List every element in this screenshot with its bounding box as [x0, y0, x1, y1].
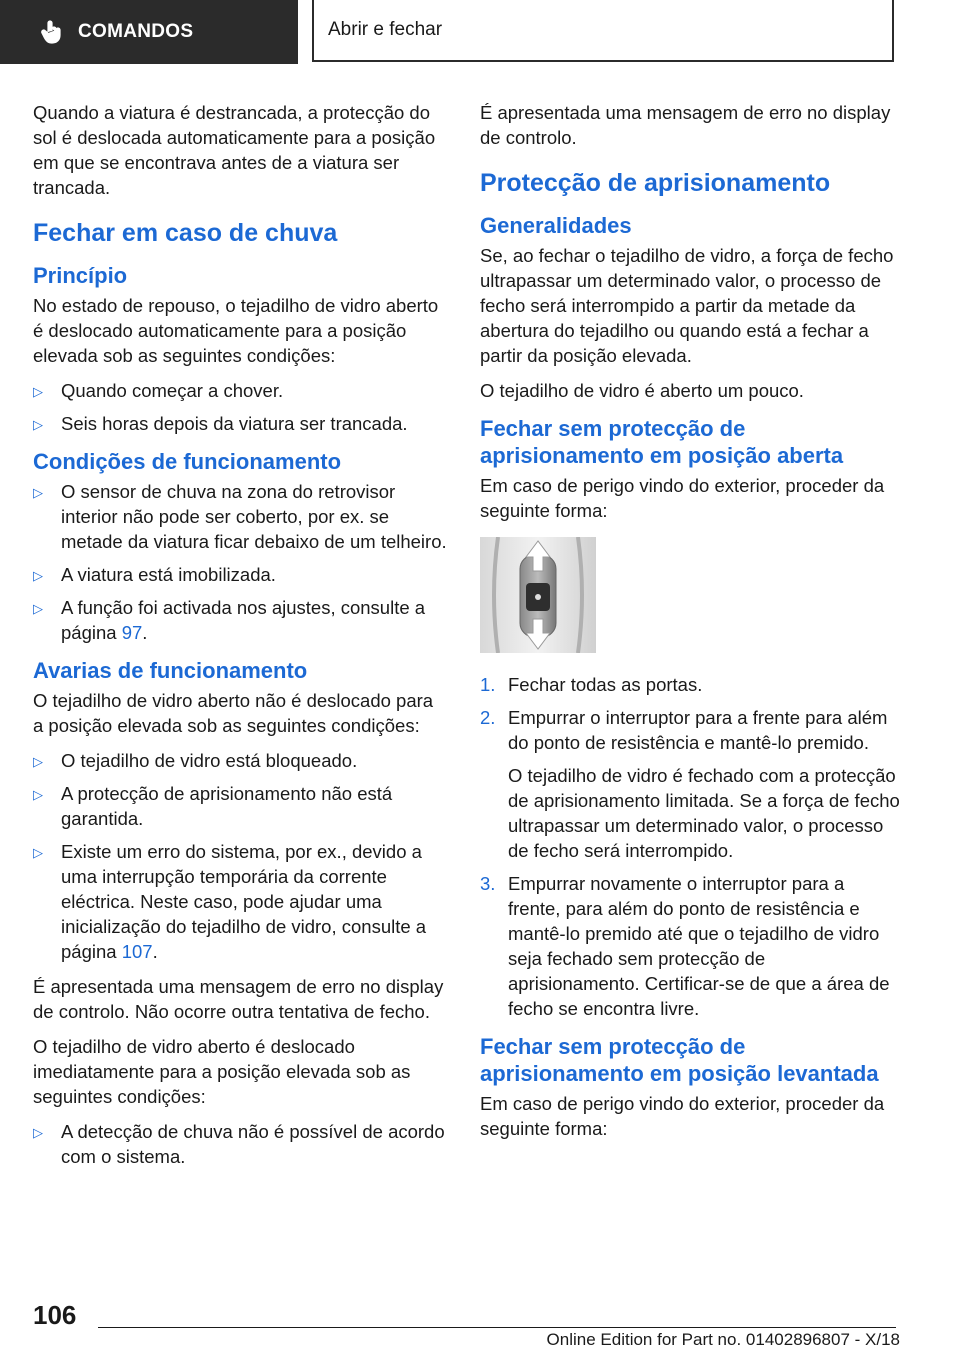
- paragraph: Se, ao fechar o tejadilho de vidro, a força de fecho ultrapassar um determinado valor, o processo de fecho será interrompido a partir da metade da abertura do tejadilho ou quando está a fechar a partir da posição elevada.: [480, 245, 894, 366]
- right-column: [480, 100, 900, 1151]
- heading-sem-proteccao-levantada: Fechar sem protecção de aprisionamento em posição levantada: [480, 1034, 879, 1086]
- edition-text: Online Edition for Part no. 01402896807 - X/18: [546, 1330, 900, 1349]
- paragraph: O tejadilho de vidro aberto é deslocado imediatamente para a posição elevada sob as seguintes condições:: [33, 1036, 411, 1107]
- list-item: ▷ A protecção de aprisionamento não está garantida.: [33, 783, 393, 829]
- subsection-title: Abrir e fechar: [328, 19, 443, 40]
- heading-generalidades: Generalidades: [480, 213, 632, 238]
- paragraph: No estado de repouso, o tejadilho de vidro aberto é deslocado automaticamente para a posição elevada sob as seguintes condições:: [33, 295, 439, 366]
- paragraph: É apresentada uma mensagem de erro no display de controlo.: [480, 102, 891, 148]
- list-item: 1. Fechar todas as portas.: [480, 674, 703, 695]
- page-ref-link[interactable]: 97: [121, 622, 143, 643]
- paragraph: O tejadilho de vidro aberto não é deslocado para a posição elevada sob as seguintes condições:: [33, 690, 434, 736]
- list-item: ▷ O tejadilho de vidro está bloqueado.: [33, 748, 448, 773]
- hand-touch-icon: [38, 18, 66, 46]
- heading-avarias: Avarias de funcionamento: [33, 658, 308, 683]
- list-item: ▷ A função foi activada nos ajustes, consulte a página 97.: [33, 597, 426, 643]
- left-column: [33, 100, 448, 1179]
- paragraph: É apresentada uma mensagem de erro no display de controlo. Não ocorre outra tentativa de fecho.: [33, 976, 444, 1022]
- bullet-icon: ▷: [33, 1125, 43, 1140]
- heading-sem-proteccao-aberta: Fechar sem protecção de aprisionamento em posição aberta: [480, 416, 844, 468]
- bullet-list: [33, 378, 448, 436]
- heading-fechar-chuva: Fechar em caso de chuva: [33, 219, 338, 247]
- heading-principio: Princípio: [33, 263, 128, 288]
- footer-rule: [98, 1327, 896, 1328]
- bullet-icon: ▷: [33, 787, 43, 802]
- paragraph: Quando a viatura é destrancada, a protecção do sol é deslocada automaticamente para a posição em que se encontrava antes de a viatura ser trancada.: [33, 102, 436, 198]
- subsection-tab: [312, 0, 894, 62]
- numbered-list: [480, 672, 900, 1021]
- list-item: 2. Empurrar o interruptor para a frente para além do ponto de resistência e mantê-lo premido. O tejadilho de vidro é fechado com a protecção de aprisionamento limitada. Se a força de fecho ultrapassar um determinado valor, o processo de fecho será interrompido.: [480, 707, 900, 861]
- roof-switch-photo: [480, 537, 596, 653]
- list-item: ▷ O sensor de chuva na zona do retrovisor interior não pode ser coberto, por ex. se metade da viatura ficar debaixo de um telheiro.: [33, 481, 447, 552]
- bullet-list: [33, 748, 448, 964]
- paragraph: Em caso de perigo vindo do exterior, proceder da seguinte forma:: [480, 475, 885, 521]
- page-header: [0, 0, 960, 66]
- bullet-list: [33, 1119, 448, 1169]
- bullet-icon: ▷: [33, 485, 43, 500]
- page-number: 106: [33, 1300, 77, 1330]
- page-ref-link[interactable]: 107: [121, 941, 153, 962]
- paragraph: Em caso de perigo vindo do exterior, proceder da seguinte forma:: [480, 1093, 885, 1139]
- list-item: ▷ A viatura está imobilizada.: [33, 562, 448, 587]
- bullet-icon: ▷: [33, 601, 43, 616]
- heading-condicoes: Condições de funcionamento: [33, 449, 342, 474]
- section-tab: [0, 0, 298, 64]
- bullet-list: [33, 479, 448, 645]
- list-item: ▷ Seis horas depois da viatura ser trancada.: [33, 411, 448, 436]
- bullet-icon: ▷: [33, 568, 43, 583]
- list-item: ▷ A detecção de chuva não é possível de acordo com o sistema.: [33, 1121, 445, 1167]
- paragraph: O tejadilho de vidro é aberto um pouco.: [480, 380, 804, 401]
- bullet-icon: ▷: [33, 384, 43, 399]
- list-item: ▷ Quando começar a chover.: [33, 378, 448, 403]
- page-footer: [0, 1290, 960, 1362]
- section-title: COMANDOS: [78, 21, 194, 42]
- list-item: 3. Empurrar novamente o interruptor para a frente, para além do ponto de resistência e mantê-lo premido até que o tejadilho de vidro seja fechado sem protecção de aprisionamento. Certificar-se de que a área de fecho se encontra livre.: [480, 873, 890, 1019]
- bullet-icon: ▷: [33, 845, 43, 860]
- bullet-icon: ▷: [33, 417, 43, 432]
- list-item: ▷ Existe um erro do sistema, por ex., devido a uma interrupção temporária da corrente eléctrica. Neste caso, pode ajudar uma inicialização do tejadilho de vidro, consulte a página 107.: [33, 841, 427, 962]
- heading-proteccao: Protecção de aprisionamento: [480, 169, 831, 197]
- bullet-icon: ▷: [33, 754, 43, 769]
